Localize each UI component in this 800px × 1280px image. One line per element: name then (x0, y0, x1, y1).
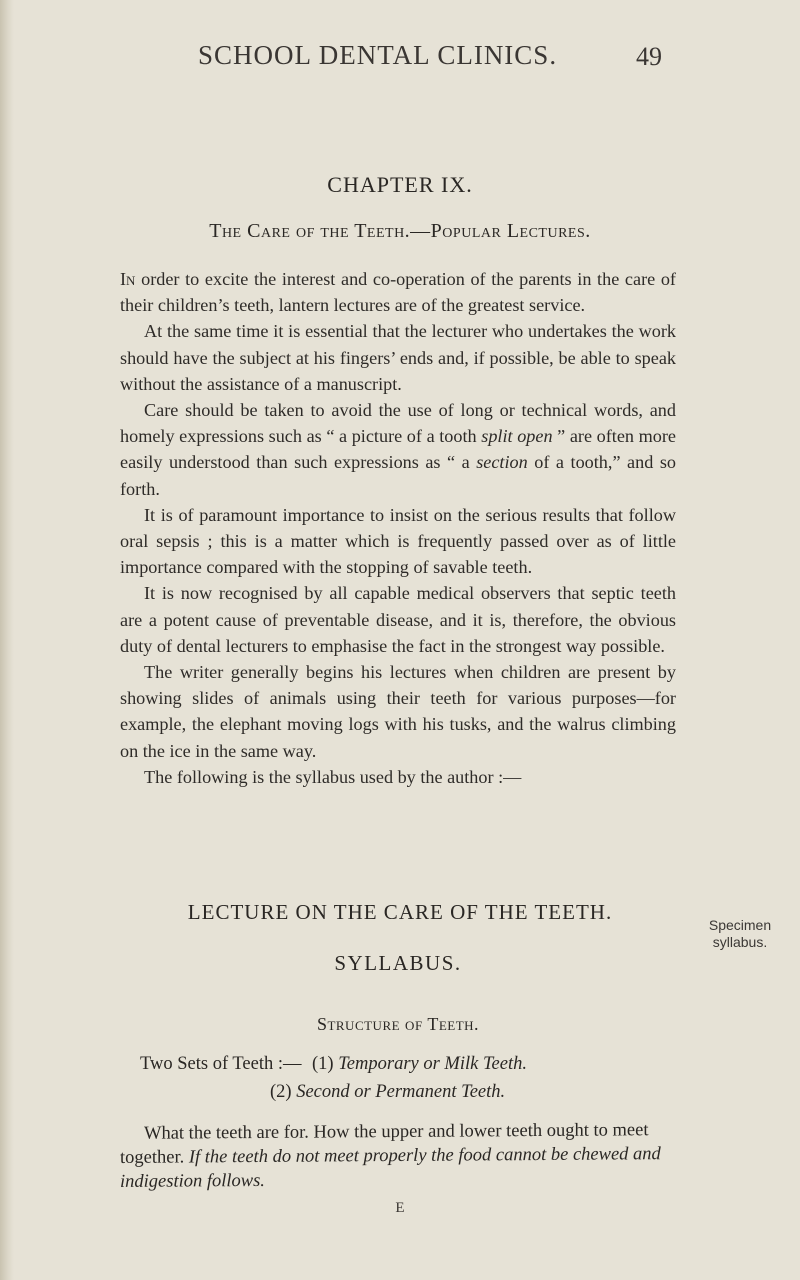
paragraph (120, 1118, 676, 1194)
paragraph: The following is the syllabus used by the author :— (144, 766, 522, 787)
paragraph (120, 397, 676, 502)
paragraph: It is now recognised by all capable medical observers that septic teeth are a potent cause of preventable disease, and it is, therefore, the obvious duty of dental lecturers to emphasise the fact in the strongest way possible. (120, 583, 676, 656)
teeth-set-name: Second or Permanent Teeth. (296, 1082, 506, 1102)
lecture-heading: LECTURE ON THE CARE OF THE TEETH. (187, 900, 613, 924)
syllabus-heading: SYLLABUS. (334, 951, 462, 975)
paragraph-text: What the teeth are for. How the upper and lower teeth ought to meet together. (120, 1120, 649, 1168)
paragraph-opening-word: In (120, 269, 136, 289)
chapter-title: CHAPTER IX. (327, 172, 473, 197)
structure-heading: Structure of Teeth. (316, 1014, 480, 1034)
paragraph-text: ” are often more easily understood than such expressions as “ a (120, 426, 676, 473)
running-head: SCHOOL DENTAL CLINICS. (198, 40, 558, 70)
margin-note-line: Specimen (708, 917, 772, 933)
syllabus-paragraph (120, 1118, 676, 1194)
margin-note-line: syllabus. (712, 934, 768, 950)
paragraph: The writer generally begins his lectures when children are present by showing slides of animals using their teeth for various purposes—for example, the elephant moving logs with his tusks, and the walrus climbing on the ice in the same way. (120, 662, 676, 761)
teeth-set-item (270, 1082, 505, 1103)
paragraph-text: Care should be taken to avoid the use of long or technical words, and homely expressions such as “ a picture of a tooth (120, 400, 676, 447)
paragraph: At the same time it is essential that the lecturer who undertakes the work should have the subject at his fingers’ ends and, if possible, be able to speak without the assistance of a manuscript. (120, 321, 676, 394)
italic-phrase: split open (481, 426, 553, 447)
paragraph (120, 266, 676, 318)
italic-phrase: section (476, 452, 528, 473)
paragraph-text: order to excite the interest and co-operation of the parents in the care of their children’s teeth, lantern lectures are of the greatest service. (120, 269, 676, 316)
chapter-subtitle: The Care of the Teeth.—Popular Lectures. (209, 220, 591, 242)
italic-phrase: If the teeth do not meet properly the food cannot be chewed and indigestion follows. (120, 1144, 661, 1192)
teeth-set-number: (1) (312, 1054, 334, 1074)
teeth-set-name: Temporary or Milk Teeth. (338, 1054, 527, 1074)
body-text (120, 266, 676, 790)
paragraph-text: of a tooth,” and so forth. (120, 452, 676, 499)
signature-mark: E (395, 1200, 405, 1216)
teeth-set-item (312, 1054, 527, 1075)
page-number: 49 (636, 42, 662, 71)
page-header (0, 40, 800, 80)
teeth-sets-label: Two Sets of Teeth :— (140, 1054, 302, 1074)
paragraph: It is of paramount importance to insist on the serious results that follow oral sepsis ; this is a matter which is frequently passed over as of little importance compared with the stopping of savable teeth. (120, 504, 676, 578)
margin-note (684, 917, 796, 951)
teeth-set-number: (2) (270, 1082, 292, 1102)
